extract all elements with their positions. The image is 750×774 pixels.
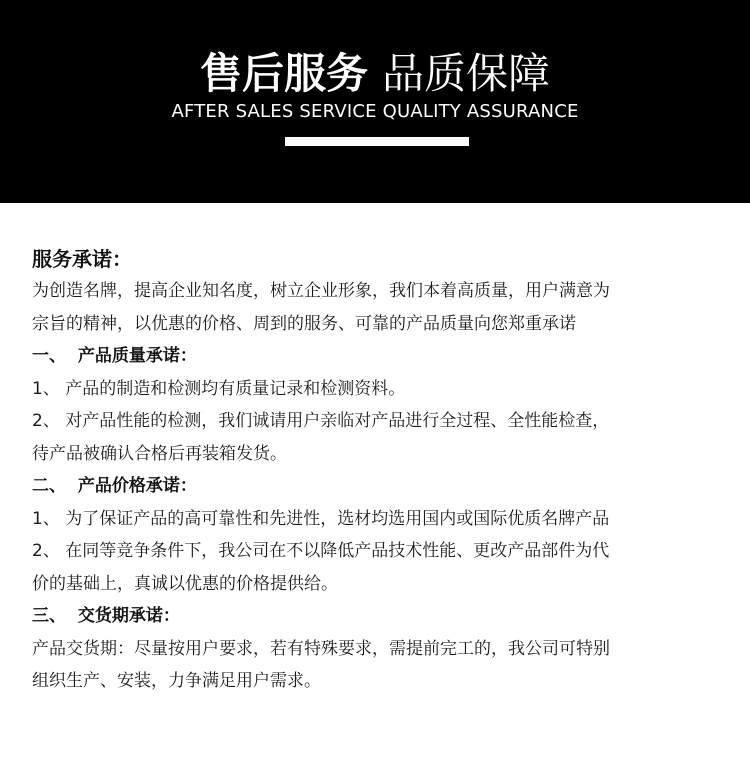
section-line: 1、 产品的制造和检测均有质量记录和检测资料。 <box>32 378 406 399</box>
intro-line: 宗旨的精神，以优惠的价格、周到的服务、可靠的产品质量向您郑重承诺 <box>32 313 576 334</box>
section-line: 待产品被确认合格后再装箱发货。 <box>32 443 287 464</box>
banner-title <box>0 46 750 102</box>
banner-title-light: 品质保障 <box>382 49 551 98</box>
intro-line: 为创造名牌，提高企业知名度，树立企业形象，我们本着高质量，用户满意为 <box>32 281 610 301</box>
section-line: 组织生产、安装，力争满足用户需求。 <box>32 671 321 691</box>
banner-divider-bar <box>285 137 469 146</box>
section-line: 2、 在同等竞争条件下，我公司在不以降低产品技术性能、更改产品部件为代 <box>32 541 610 561</box>
content-heading: 服务承诺： <box>32 247 132 271</box>
section-line: 产品交货期：尽量按用户要求，若有特殊要求，需提前完工的，我公司可特别 <box>32 638 610 659</box>
section-line: 1、 为了保证产品的高可靠性和先进性，选材均选用国内或国际优质名牌产品 <box>32 508 610 529</box>
section-line: 价的基础上，真诚以优惠的价格提供给。 <box>32 573 338 594</box>
banner-title-bold: 售后服务 <box>199 49 368 98</box>
section-line: 2、 对产品性能的检测，我们诚请用户亲临对产品进行全过程、全性能检查， <box>32 411 610 431</box>
banner-subtitle: AFTER SALES SERVICE QUALITY ASSURANCE <box>171 101 579 122</box>
commitment-content <box>32 243 732 698</box>
section-title-quality: 一、 产品质量承诺： <box>32 346 197 366</box>
section-title-price: 二、 产品价格承诺： <box>32 476 197 496</box>
header-banner <box>0 0 750 203</box>
section-title-delivery: 三、 交货期承诺： <box>32 606 180 626</box>
